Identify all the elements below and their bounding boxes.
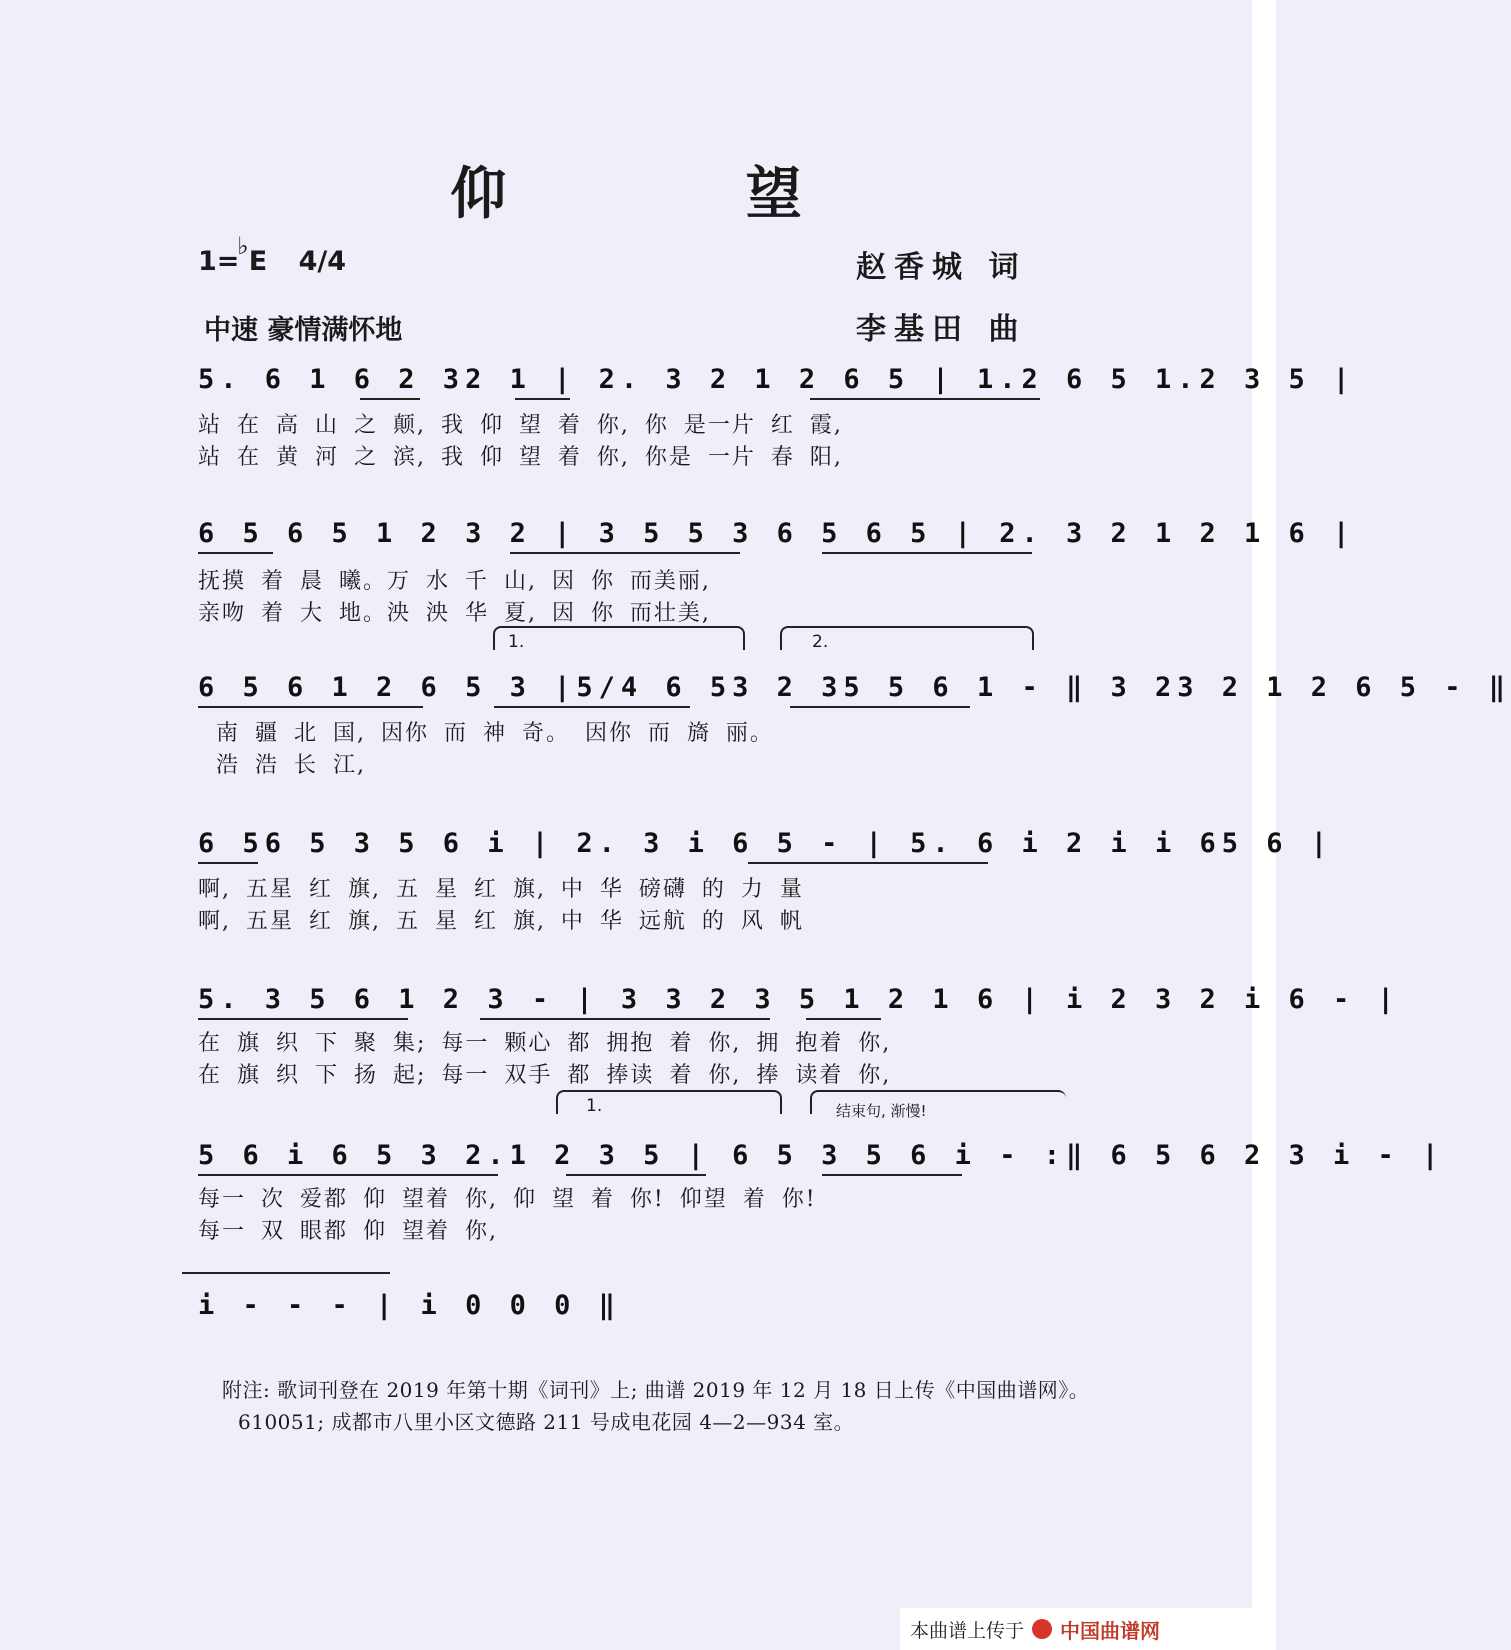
site-logo-icon bbox=[1032, 1619, 1052, 1639]
lyric-line: 南 疆 北 国, 因你 而 神 奇。 因你 而 旖 丽。 bbox=[216, 721, 774, 746]
upload-badge bbox=[900, 1608, 1252, 1650]
tie-arc bbox=[182, 1272, 390, 1274]
beam bbox=[198, 706, 423, 708]
lyric-line: 抚摸 着 晨 曦。万 水 千 山, 因 你 而美丽, bbox=[198, 569, 711, 594]
lyric-line: 在 旗 织 下 聚 集; 每一 颗心 都 拥抱 着 你, 拥 抱着 你, bbox=[198, 1031, 892, 1056]
beam bbox=[198, 1174, 498, 1176]
beam bbox=[810, 398, 1040, 400]
performance-note: 结束句, 渐慢! bbox=[836, 1102, 927, 1120]
beam bbox=[198, 1018, 408, 1020]
beam bbox=[494, 706, 690, 708]
tempo-marking: 中速 豪情满怀地 bbox=[204, 315, 403, 346]
beam bbox=[198, 552, 273, 554]
notation-line: 5. 3 5 6 1 2 3 - | 3 3 2 3 5 1 2 1 6 | i 2 3 2 i 6 - | bbox=[198, 984, 1400, 1015]
time-signature: 4/4 bbox=[298, 246, 347, 277]
notation-line: 6 5 6 1 2 6 5 3 |5/4 6 53 2 35 5 6 1 - ‖ 3 23 2 1 2 6 5 - ‖ bbox=[198, 672, 1511, 703]
beam bbox=[806, 1018, 881, 1020]
beam bbox=[360, 398, 420, 400]
volta-label-first: 1. bbox=[508, 632, 525, 652]
lyric-line: 啊, 五星 红 旗, 五 星 红 旗, 中 华 磅礴 的 力 量 bbox=[198, 877, 804, 902]
badge-site-name: 中国曲谱网 bbox=[1060, 1618, 1161, 1643]
composer-credit: 李基田 曲 bbox=[856, 312, 1027, 347]
volta-label-second: 2. bbox=[812, 632, 829, 652]
notation-line: 5 6 i 6 5 3 2.1 2 3 5 | 6 5 3 5 6 i - :‖ 6 5 6 2 3 i - | bbox=[198, 1140, 1445, 1171]
notation-line: 5. 6 1 6 2 32 1 | 2. 3 2 1 2 6 5 | 1.2 6 5 1.2 3 5 | bbox=[198, 364, 1356, 395]
lyric-line: 亲吻 着 大 地。泱 泱 华 夏, 因 你 而壮美, bbox=[198, 601, 711, 626]
beam bbox=[822, 1174, 962, 1176]
key-prefix: 1= bbox=[198, 246, 240, 277]
lyric-line: 在 旗 织 下 扬 起; 每一 双手 都 捧读 着 你, 捧 读着 你, bbox=[198, 1063, 892, 1088]
footnote-address: 610051; 成都市八里小区文德路 211 号成电花园 4—2—934 室。 bbox=[238, 1410, 855, 1434]
volta-bracket-first bbox=[493, 626, 745, 650]
beam bbox=[198, 862, 258, 864]
notation-line: 6 5 6 5 1 2 3 2 | 3 5 5 3 6 5 6 5 | 2. 3 2 1 2 1 6 | bbox=[198, 518, 1356, 549]
key-signature bbox=[198, 232, 347, 277]
notation-line: 6 56 5 3 5 6 i | 2. 3 i 6 5 - | 5. 6 i 2 i i 65 6 | bbox=[198, 828, 1334, 859]
flat-icon: ♭ bbox=[237, 232, 249, 260]
volta-label-first: 1. bbox=[586, 1096, 603, 1116]
beam bbox=[515, 398, 570, 400]
lyric-line: 啊, 五星 红 旗, 五 星 红 旗, 中 华 远航 的 风 帆 bbox=[198, 909, 804, 934]
lyric-line: 浩 浩 长 江, bbox=[216, 753, 366, 778]
song-title: 仰 望 bbox=[450, 161, 912, 227]
beam bbox=[790, 706, 970, 708]
key-note: E bbox=[248, 246, 268, 277]
lyric-line: 站 在 黄 河 之 滨, 我 仰 望 着 你, 你是 一片 春 阳, bbox=[198, 445, 843, 470]
lyricist-credit: 赵香城 词 bbox=[856, 250, 1027, 285]
badge-text: 本曲谱上传于 bbox=[910, 1619, 1025, 1642]
notation-line: i - - - | i 0 0 0 ‖ bbox=[198, 1290, 621, 1321]
beam bbox=[748, 862, 988, 864]
lyric-line: 站 在 高 山 之 颠, 我 仰 望 着 你, 你 是一片 红 霞, bbox=[198, 413, 843, 438]
footnote-publication: 附注: 歌词刊登在 2019 年第十期《词刊》上; 曲谱 2019 年 12 月 18 日上传《中国曲谱网》。 bbox=[222, 1378, 1090, 1402]
beam bbox=[480, 1018, 770, 1020]
beam bbox=[566, 1174, 706, 1176]
lyric-line: 每一 次 爱都 仰 望着 你, 仰 望 着 你! 仰望 着 你! bbox=[198, 1187, 817, 1212]
beam bbox=[510, 552, 740, 554]
lyric-line: 每一 双 眼都 仰 望着 你, bbox=[198, 1219, 498, 1244]
beam bbox=[822, 552, 1032, 554]
